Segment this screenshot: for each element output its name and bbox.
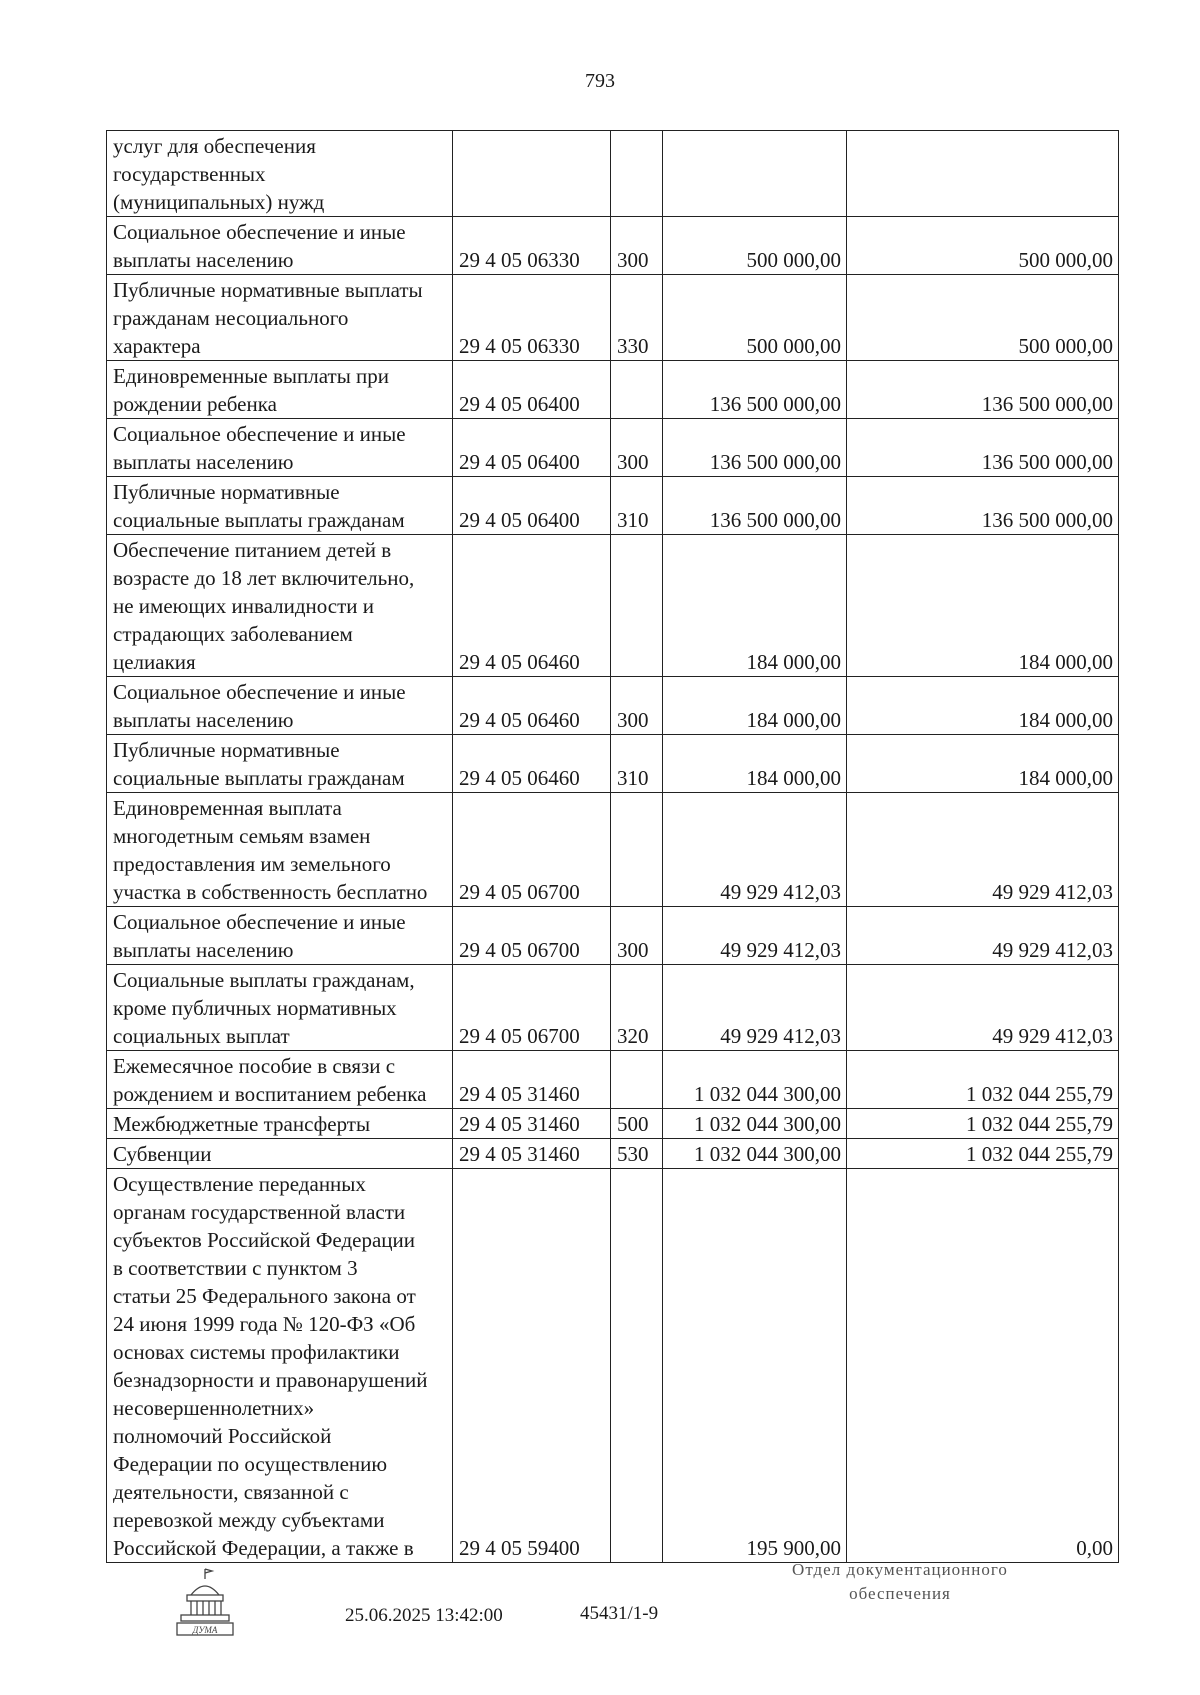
budget-table [106,130,1119,1563]
row-amount1-text: 500 000,00 [746,248,841,272]
row-code-cell [453,535,611,677]
row-amount2-text: 49 929 412,03 [992,880,1113,904]
row-code-cell [453,361,611,419]
row-name-cell [107,793,453,907]
table-row [107,275,1119,361]
row-amount1-cell [663,1139,847,1169]
row-type-text: 310 [617,508,649,532]
row-type-cell [611,1051,663,1109]
row-amount1-text: 49 929 412,03 [720,938,841,962]
row-amount1-text: 1 032 044 300,00 [694,1112,841,1136]
row-amount1-text: 184 000,00 [746,650,841,674]
row-name-text: Единовременная выплата многодетным семьям взамен предоставления им земельного участка в собственность бесплатно [113,796,428,904]
row-name-text: Межбюджетные трансферты [113,1112,371,1136]
row-code-cell [453,217,611,275]
row-amount1-cell [663,1051,847,1109]
row-amount1-cell [663,361,847,419]
row-amount2-cell [847,677,1119,735]
row-type-cell [611,677,663,735]
row-name-cell [107,535,453,677]
row-code-cell [453,131,611,217]
row-amount2-text: 49 929 412,03 [992,938,1113,962]
table-row [107,1139,1119,1169]
row-code-cell [453,1051,611,1109]
row-type-cell [611,361,663,419]
row-amount2-text: 184 000,00 [1018,766,1113,790]
row-amount2-cell [847,361,1119,419]
row-name-text: Публичные нормативные выплаты гражданам несоциального характера [113,278,423,358]
row-code-cell [453,793,611,907]
row-amount1-cell [663,419,847,477]
row-name-cell [107,907,453,965]
row-amount2-cell [847,735,1119,793]
table-row [107,217,1119,275]
table-row [107,735,1119,793]
row-amount2-cell [847,1139,1119,1169]
row-code-text: 29 4 05 06330 [459,248,580,272]
row-type-cell [611,1139,663,1169]
row-type-text: 500 [617,1112,649,1136]
table-row [107,477,1119,535]
row-type-cell [611,535,663,677]
footer-reg-number: 45431/1-9 [580,1603,659,1624]
department-stamp [735,1558,1065,1606]
stamp-line-2: обеспечения [849,1584,951,1603]
row-amount2-text: 500 000,00 [1018,334,1113,358]
row-code-cell [453,735,611,793]
row-type-text: 310 [617,766,649,790]
row-amount1-text: 136 500 000,00 [709,508,841,532]
row-code-text: 29 4 05 06400 [459,450,580,474]
row-amount1-cell [663,1169,847,1563]
row-name-cell [107,361,453,419]
row-amount1-cell [663,477,847,535]
row-name-text: услуг для обеспечения государственных (муниципальных) нужд [113,134,325,214]
table-row [107,1051,1119,1109]
row-amount2-text: 184 000,00 [1018,708,1113,732]
row-amount1-cell [663,275,847,361]
row-code-cell [453,419,611,477]
row-name-text: Единовременные выплаты при рождении ребенка [113,364,390,416]
table-row [107,793,1119,907]
row-amount2-cell [847,131,1119,217]
row-amount1-cell [663,793,847,907]
row-amount1-text: 49 929 412,03 [720,1024,841,1048]
footer-datetime: 25.06.2025 13:42:00 [345,1605,503,1626]
row-amount2-cell [847,477,1119,535]
row-name-cell [107,131,453,217]
row-amount2-text: 49 929 412,03 [992,1024,1113,1048]
row-code-text: 29 4 05 06400 [459,508,580,532]
row-type-text: 300 [617,938,649,962]
row-code-cell [453,1139,611,1169]
row-code-text: 29 4 05 06700 [459,880,580,904]
row-code-text: 29 4 05 06700 [459,1024,580,1048]
row-amount2-text: 136 500 000,00 [981,450,1113,474]
row-name-cell [107,217,453,275]
table-row [107,361,1119,419]
row-amount1-cell [663,1109,847,1139]
row-code-text: 29 4 05 31460 [459,1082,580,1106]
row-amount2-cell [847,1051,1119,1109]
row-amount2-text: 0,00 [1076,1536,1113,1560]
row-type-text: 320 [617,1024,649,1048]
row-code-cell [453,907,611,965]
row-amount2-cell [847,419,1119,477]
row-name-cell [107,735,453,793]
row-type-text: 330 [617,334,649,358]
row-code-text: 29 4 05 31460 [459,1142,580,1166]
row-name-cell [107,1109,453,1139]
row-code-cell [453,477,611,535]
row-name-cell [107,1169,453,1563]
row-type-cell [611,217,663,275]
stamp-line-1: Отдел документационного [792,1560,1008,1579]
row-name-text: Публичные нормативные социальные выплаты гражданам [113,480,405,532]
row-type-cell [611,965,663,1051]
row-code-cell [453,1169,611,1563]
row-code-cell [453,677,611,735]
row-code-text: 29 4 05 06700 [459,938,580,962]
row-code-cell [453,1109,611,1139]
row-name-text: Ежемесячное пособие в связи с рождением и воспитанием ребенка [113,1054,427,1106]
row-code-cell [453,965,611,1051]
row-amount2-cell [847,965,1119,1051]
row-amount2-cell [847,907,1119,965]
row-amount1-cell [663,965,847,1051]
row-amount1-text: 500 000,00 [746,334,841,358]
row-code-text: 29 4 05 06460 [459,650,580,674]
row-type-text: 530 [617,1142,649,1166]
row-code-text: 29 4 05 59400 [459,1536,580,1560]
row-name-text: Обеспечение питанием детей в возрасте до 18 лет включительно, не имеющих инвалидности и страдающих заболеванием целиакия [113,538,415,674]
row-amount1-text: 1 032 044 300,00 [694,1082,841,1106]
budget-table-body [107,131,1119,1563]
row-code-text: 29 4 05 06400 [459,392,580,416]
row-amount1-text: 184 000,00 [746,708,841,732]
row-amount1-cell [663,907,847,965]
duma-logo-icon [175,1565,235,1640]
row-name-text: Социальное обеспечение и иные выплаты населению [113,680,406,732]
row-amount1-text: 136 500 000,00 [709,450,841,474]
row-name-cell [107,419,453,477]
row-amount1-text: 195 900,00 [746,1536,841,1560]
row-type-text: 300 [617,708,649,732]
row-amount1-cell [663,131,847,217]
row-code-text: 29 4 05 06460 [459,766,580,790]
row-type-text: 300 [617,450,649,474]
row-code-text: 29 4 05 06460 [459,708,580,732]
row-amount1-cell [663,217,847,275]
row-name-text: Социальное обеспечение и иные выплаты населению [113,910,406,962]
page-number: 793 [585,70,615,92]
row-code-text: 29 4 05 31460 [459,1112,580,1136]
row-name-text: Социальное обеспечение и иные выплаты населению [113,422,406,474]
table-row [107,677,1119,735]
row-amount2-text: 1 032 044 255,79 [966,1142,1113,1166]
row-name-text: Субвенции [113,1142,212,1166]
row-amount2-cell [847,217,1119,275]
row-type-cell [611,1109,663,1139]
row-type-cell [611,1169,663,1563]
row-type-text: 300 [617,248,649,272]
budget-table-wrapper [106,130,1118,1563]
row-amount2-cell [847,535,1119,677]
row-type-cell [611,793,663,907]
row-amount1-text: 49 929 412,03 [720,880,841,904]
row-amount1-cell [663,535,847,677]
row-name-text: Социальное обеспечение и иные выплаты населению [113,220,406,272]
table-row [107,1109,1119,1139]
row-name-cell [107,275,453,361]
row-amount1-cell [663,735,847,793]
row-amount2-cell [847,275,1119,361]
row-amount2-cell [847,1109,1119,1139]
row-name-text: Осуществление переданных органам государственной власти субъектов Российской Федерации в соответствии с пунктом 3 статьи 25 Федерального закона от 24 июня 1999 года № 120-ФЗ «Об основах системы профилактики безнадзорности и правонарушений несовершеннолетних» полномочий Российской Федерации по осуществлению деятельности, связанной с перевозкой между субъектами Российской Федерации, а также в [113,1172,428,1560]
row-amount1-text: 1 032 044 300,00 [694,1142,841,1166]
table-row [107,535,1119,677]
table-row [107,1169,1119,1563]
row-name-cell [107,965,453,1051]
row-amount2-cell [847,793,1119,907]
table-row [107,419,1119,477]
row-amount2-text: 184 000,00 [1018,650,1113,674]
row-amount2-text: 136 500 000,00 [981,392,1113,416]
row-type-cell [611,275,663,361]
row-code-cell [453,275,611,361]
table-row [107,907,1119,965]
row-type-cell [611,907,663,965]
row-type-cell [611,735,663,793]
row-code-text: 29 4 05 06330 [459,334,580,358]
row-name-cell [107,1051,453,1109]
row-amount1-text: 184 000,00 [746,766,841,790]
svg-text:ДУМА: ДУМА [192,1625,218,1635]
row-type-cell [611,419,663,477]
row-amount2-text: 500 000,00 [1018,248,1113,272]
row-name-cell [107,477,453,535]
row-amount2-cell [847,1169,1119,1563]
row-amount1-cell [663,677,847,735]
table-row [107,131,1119,217]
row-amount2-text: 1 032 044 255,79 [966,1112,1113,1136]
row-type-cell [611,477,663,535]
row-amount2-text: 1 032 044 255,79 [966,1082,1113,1106]
row-name-text: Социальные выплаты гражданам, кроме публичных нормативных социальных выплат [113,968,415,1048]
row-amount2-text: 136 500 000,00 [981,508,1113,532]
row-amount1-text: 136 500 000,00 [709,392,841,416]
row-name-cell [107,677,453,735]
row-type-cell [611,131,663,217]
table-row [107,965,1119,1051]
row-name-text: Публичные нормативные социальные выплаты гражданам [113,738,405,790]
row-name-cell [107,1139,453,1169]
